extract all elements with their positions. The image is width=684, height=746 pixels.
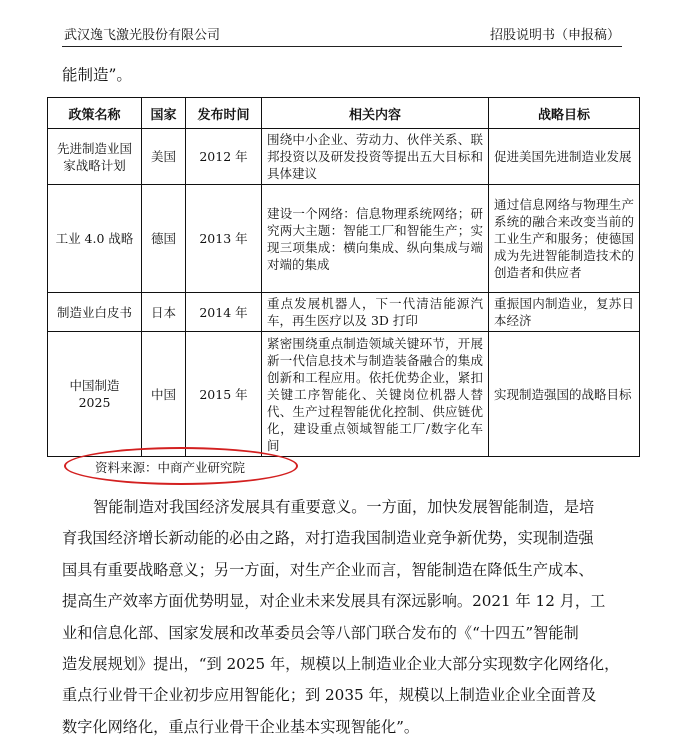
table-row	[48, 185, 640, 293]
table-row	[48, 293, 640, 332]
paragraph-line: 育我国经济增长新动能的必由之路，对打造我国制造业竞争新优势，实现制造强	[62, 529, 594, 548]
paragraph-line: 重点行业骨干企业初步应用智能化；到 2035 年，规模以上制造业企业全面普及	[62, 686, 597, 705]
country-cell: 中国	[142, 332, 186, 457]
country-cell: 美国	[142, 129, 186, 185]
paragraph-line: 国具有重要战略意义；另一方面，对生产企业而言，智能制造在降低生产成本、	[62, 560, 594, 579]
header-country: 国家	[142, 98, 186, 129]
body-paragraph	[62, 492, 622, 743]
table-row	[48, 129, 640, 185]
document-title: 招股说明书（申报稿）	[489, 28, 620, 43]
policy-table	[47, 97, 640, 457]
header-release-date: 发布时间	[186, 98, 262, 129]
content-cell: 重点发展机器人，下一代清洁能源汽车，再生医疗以及 3D 打印	[262, 293, 489, 332]
country-cell: 德国	[142, 185, 186, 293]
paragraph-line: 造发展规划》提出，“到 2025 年，规模以上制造业企业大部分实现数字化网络化，	[62, 654, 620, 673]
content-cell: 建设一个网络：信息物理系统网络；研究两大主题：智能工厂和智能生产；实现三项集成：横向集成、纵向集成与端对端的集成	[262, 185, 489, 293]
source-note: 资料来源：中商产业研究院	[95, 460, 246, 475]
policy-name-cell: 工业 4.0 战略	[48, 185, 142, 293]
header-policy-name: 政策名称	[48, 98, 142, 129]
header-goal: 战略目标	[489, 98, 640, 129]
lead-text: 能制造”。	[62, 66, 132, 84]
paragraph-line: 业和信息化部、国家发展和改革委员会等八部门联合发布的《“十四五”智能制	[62, 623, 579, 642]
paragraph-line: 智能制造对我国经济发展具有重要意义。一方面，加快发展智能制造，是培	[93, 498, 595, 516]
company-name: 武汉逸飞激光股份有限公司	[64, 28, 221, 43]
goal-cell: 通过信息网络与物理生产系统的融合来改变当前的工业生产和服务；使德国成为先进智能制造技术的创造者和供应者	[489, 185, 640, 293]
content-cell: 紧密围绕重点制造领域关键环节，开展新一代信息技术与制造装备融合的集成创新和工程应用。依托优势企业，紧扣关键工序智能化、关键岗位机器人替代、生产过程智能优化控制、供应链优化，建设重点领域智能工厂/数字化车间	[262, 332, 489, 457]
year-cell: 2014 年	[186, 293, 262, 332]
policy-name-cell: 先进制造业国家战略计划	[48, 129, 142, 185]
table-header-row	[48, 98, 640, 129]
year-cell: 2013 年	[186, 185, 262, 293]
table-row	[48, 332, 640, 457]
header-content: 相关内容	[262, 98, 489, 129]
content-cell: 围绕中小企业、劳动力、伙伴关系、联邦投资以及研发投资等提出五大目标和具体建议	[262, 129, 489, 185]
year-cell: 2015 年	[186, 332, 262, 457]
year-cell: 2012 年	[186, 129, 262, 185]
paragraph-line: 数字化网络化，重点行业骨干企业基本实现智能化”。	[62, 717, 420, 736]
paragraph-line: 提高生产效率方面优势明显，对企业未来发展具有深远影响。2021 年 12 月，工	[62, 592, 606, 611]
country-cell: 日本	[142, 293, 186, 332]
policy-name-cell: 制造业白皮书	[48, 293, 142, 332]
goal-cell: 重振国内制造业，复苏日本经济	[489, 293, 640, 332]
goal-cell: 实现制造强国的战略目标	[489, 332, 640, 457]
goal-cell: 促进美国先进制造业发展	[489, 129, 640, 185]
policy-name-cell: 中国制造 2025	[48, 332, 142, 457]
page-header	[62, 26, 622, 47]
